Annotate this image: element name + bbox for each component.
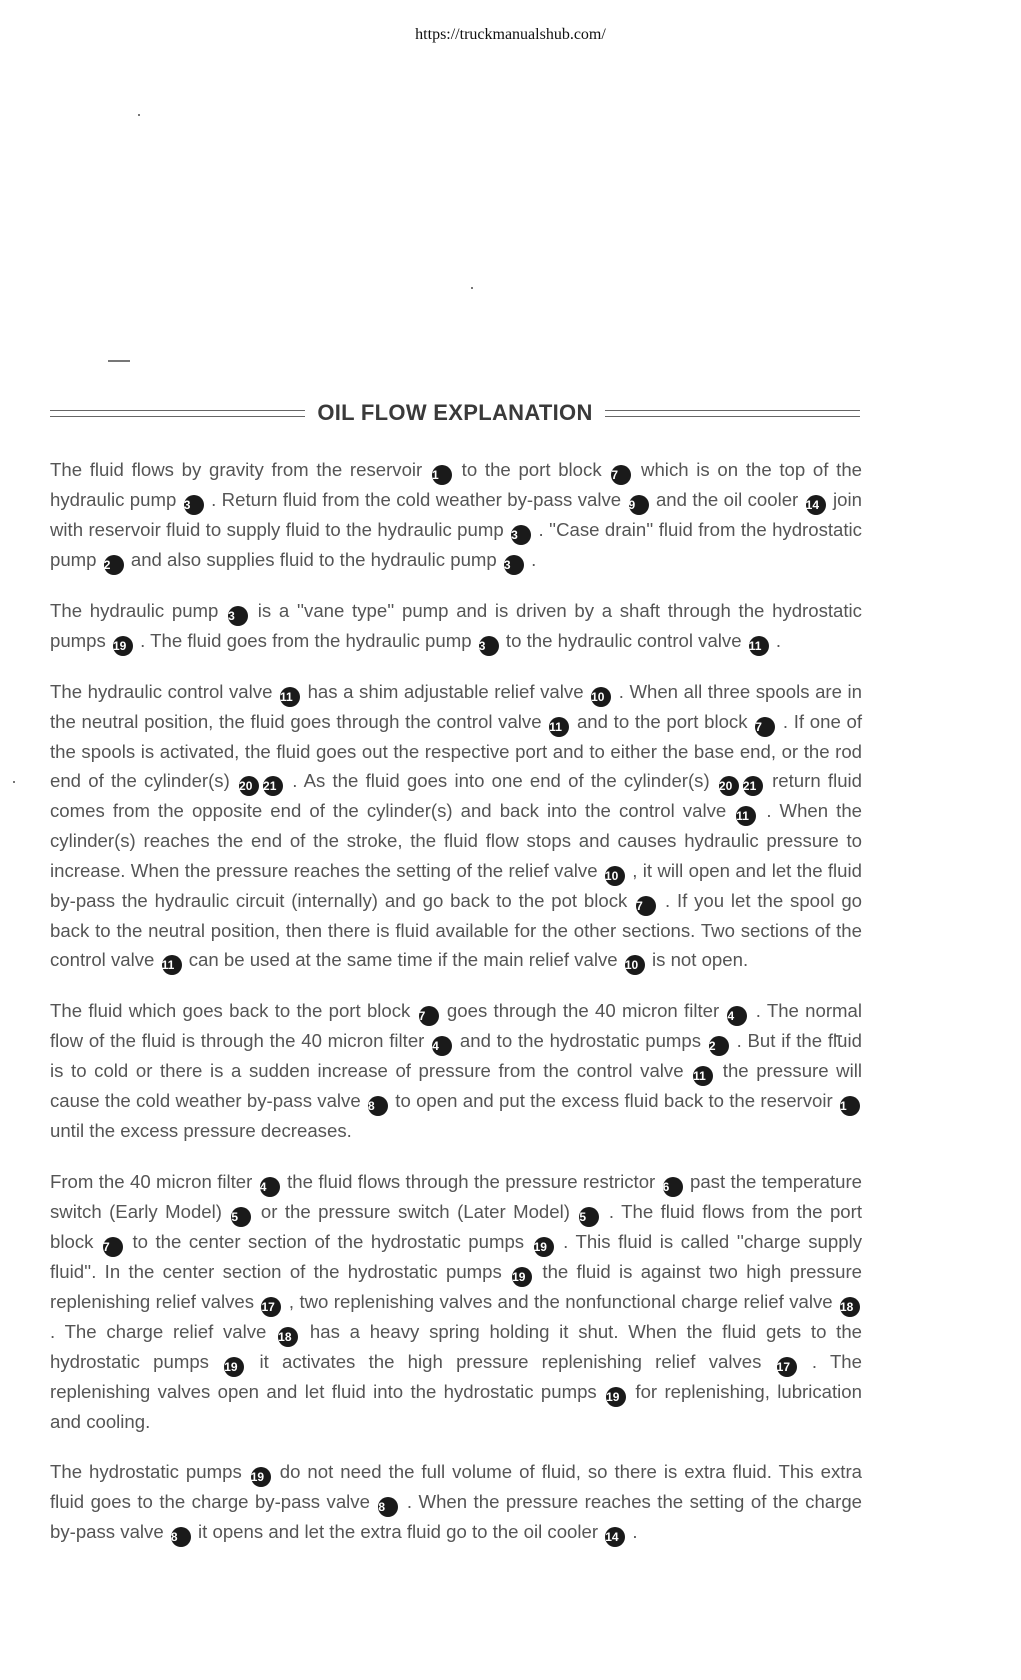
text-run: for replenishing, lubrication and cooling. [50, 1380, 862, 1432]
callout-number-badge: 3 [504, 555, 524, 575]
paragraph [50, 596, 862, 656]
text-run: . When the cylinder(s) reaches the end of the stroke, the fluid flow stops and causes hydraulic pressure to increase. When the pressure reaches the setting of the relief valve [50, 800, 862, 881]
text-run: return fluid comes from the opposite end of the cylinder(s) and back into the control valve [50, 770, 863, 822]
text-run: to the center section of the hydrostatic pumps [124, 1230, 532, 1252]
callout-number-badge: 5 [579, 1207, 599, 1227]
text-run: goes through the 40 micron filter [440, 1000, 726, 1022]
callout-number-badge: 11 [736, 806, 756, 826]
callout-number-badge: 7 [636, 896, 656, 916]
callout-number-badge: 19 [224, 1357, 244, 1377]
callout-number-badge: 3 [228, 606, 248, 626]
text-run: . This fluid is called ''charge supply fluid''. In the center section of the hydrostatic pumps [50, 1230, 863, 1282]
text-run: to the hydraulic control valve [500, 630, 747, 651]
text-run: . As the fluid goes into one end of the cylinder(s) [285, 770, 717, 792]
scan-speck [108, 360, 130, 362]
text-run: the fluid is against two high pressure replenishing relief valves [50, 1260, 862, 1312]
callout-number-badge: 11 [162, 955, 182, 975]
callout-number-badge: 7 [103, 1237, 123, 1257]
scan-speck [471, 287, 473, 289]
callout-number-badge: 11 [693, 1066, 713, 1086]
text-run: The fluid which goes back to the port block [50, 1000, 417, 1022]
callout-number-badge: 20 [719, 776, 739, 796]
text-run: and to the port block [571, 711, 754, 732]
text-run: The hydraulic control valve [50, 681, 278, 702]
callout-number-badge: 9 [629, 495, 649, 515]
text-run: it activates the high pressure replenishing relief valves [246, 1350, 775, 1372]
text-run: is not open. [646, 949, 749, 971]
text-run: . If you let the spool go back to the neutral position, then there is fluid available for the other sections. Two sections of the control valve [50, 889, 862, 971]
text-run: the pressure will cause the cold weather by-pass valve [50, 1060, 862, 1112]
callout-number-badge: 3 [511, 525, 531, 545]
text-run: . The replenishing valves open and let fluid into the hydrostatic pumps [50, 1350, 862, 1402]
callout-number-badge: 1 [840, 1096, 860, 1116]
callout-number-badge: 19 [606, 1387, 626, 1407]
callout-number-badge: 7 [755, 717, 775, 737]
text-run: to open and put the excess fluid back to the reservoir [389, 1090, 838, 1112]
callout-number-badge: 18 [840, 1297, 860, 1317]
callout-number-badge: 8 [368, 1096, 388, 1116]
scan-speck [13, 781, 15, 783]
text-run: past the temperature switch (Early Model) [50, 1170, 862, 1222]
callout-number-badge: 17 [777, 1357, 797, 1377]
callout-number-badge: 8 [171, 1527, 191, 1547]
callout-number-badge: 20 [239, 776, 259, 796]
callout-number-badge: 10 [625, 955, 645, 975]
callout-number-badge: 4 [432, 1036, 452, 1056]
callout-number-badge: 5 [231, 1207, 251, 1227]
text-run: . The normal flow of the fluid is through the 40 micron filter [50, 1000, 863, 1052]
body-text [50, 455, 862, 1568]
text-run: and also supplies fluid to the hydraulic pump [125, 549, 502, 570]
source-url[interactable]: https://truckmanualshub.com/ [415, 26, 606, 43]
text-run: join with reservoir fluid to supply fluid to the hydraulic pump [50, 489, 862, 540]
text-run: or the pressure switch (Later Model) [253, 1200, 578, 1222]
text-run: . [770, 630, 782, 651]
text-run: and to the hydrostatic pumps [454, 1030, 707, 1052]
text-run: until the excess pressure decreases. [50, 1120, 352, 1142]
callout-number-badge: 6 [663, 1177, 683, 1197]
paragraph [50, 996, 862, 1145]
text-run: which is on the top of the hydraulic pump [50, 459, 862, 510]
callout-number-badge: 19 [251, 1467, 271, 1487]
callout-number-badge: 14 [806, 495, 826, 515]
callout-number-badge: 11 [549, 717, 569, 737]
callout-number-badge: 19 [512, 1267, 532, 1287]
text-run: . When the pressure reaches the setting of the charge by-pass valve [50, 1491, 863, 1543]
paragraph [50, 455, 862, 575]
paragraph [50, 1457, 862, 1547]
page-title: OIL FLOW EXPLANATION [317, 400, 593, 425]
heading-rule-left [50, 410, 305, 417]
callout-number-badge: 19 [113, 636, 133, 656]
text-run: . The fluid goes from the hydraulic pump [134, 630, 477, 651]
text-run: , it will open and let the fluid by-pass the hydraulic circuit (internally) and go back to the pot block [50, 859, 862, 911]
text-run: The hydrostatic pumps [50, 1461, 249, 1483]
heading-rule-right [605, 410, 860, 417]
text-run: it opens and let the extra fluid go to the oil cooler [192, 1521, 604, 1543]
text-run: is a ''vane type'' pump and is driven by a shaft through the hydrostatic pumps [50, 600, 862, 651]
callout-number-badge: 18 [278, 1327, 298, 1347]
callout-number-badge: 2 [709, 1036, 729, 1056]
callout-number-badge: 14 [605, 1527, 625, 1547]
text-run: . ''Case drain'' fluid from the hydrostatic pump [50, 519, 862, 570]
text-run: . If one of the spools is activated, the fluid goes out the respective port and to either the base end, or the rod end of the cylinder(s) [50, 711, 862, 792]
callout-number-badge: 17 [261, 1297, 281, 1317]
text-run: . The fluid flows from the port block [50, 1200, 863, 1252]
text-run: do not need the full volume of fluid, so there is extra fluid. This extra fluid goes to the charge by-pass valve [50, 1461, 862, 1513]
callout-number-badge: 2 [104, 555, 124, 575]
scan-speck [138, 114, 140, 116]
text-run: has a heavy spring holding it shut. When the fluid gets to the hydrostatic pumps [50, 1320, 863, 1372]
callout-number-badge: 11 [280, 687, 300, 707]
text-run: . But if the fluid is to cold or there is a sudden increase of pressure from the control valve [50, 1030, 862, 1082]
callout-number-badge: 3 [184, 495, 204, 515]
text-run: . When all three spools are in the neutral position, the fluid goes through the control valve [50, 681, 863, 732]
callout-number-badge: 21 [743, 776, 763, 796]
section-heading [50, 398, 860, 428]
text-run: . [627, 1521, 638, 1543]
callout-number-badge: 19 [534, 1237, 554, 1257]
text-run: and the oil cooler [650, 489, 804, 510]
callout-number-badge: 10 [605, 866, 625, 886]
text-run: . The charge relief valve [50, 1320, 277, 1342]
callout-number-badge: 8 [378, 1497, 398, 1517]
text-run: has a shim adjustable relief valve [302, 681, 590, 702]
callout-number-badge: 4 [260, 1177, 280, 1197]
text-run: , two replenishing valves and the nonfunctional charge relief valve [283, 1290, 838, 1312]
callout-number-badge: 11 [749, 636, 769, 656]
callout-number-badge: 10 [591, 687, 611, 707]
text-run: The fluid flows by gravity from the reservoir [50, 459, 430, 480]
text-run: From the 40 micron filter [50, 1170, 258, 1192]
callout-number-badge: 1 [432, 465, 452, 485]
callout-number-badge: 4 [727, 1006, 747, 1026]
callout-number-badge: 3 [479, 636, 499, 656]
text-run: The hydraulic pump [50, 600, 227, 621]
paragraph [50, 677, 862, 975]
text-run: the fluid flows through the pressure restrictor [281, 1170, 661, 1192]
callout-number-badge: 21 [263, 776, 283, 796]
text-run: to the port block [453, 459, 610, 480]
callout-number-badge: 7 [611, 465, 631, 485]
text-run: can be used at the same time if the main relief valve [183, 949, 623, 971]
text-run: . Return fluid from the cold weather by-pass valve [205, 489, 627, 510]
text-run: . [525, 549, 537, 570]
paragraph [50, 1167, 862, 1436]
callout-number-badge: 7 [419, 1006, 439, 1026]
